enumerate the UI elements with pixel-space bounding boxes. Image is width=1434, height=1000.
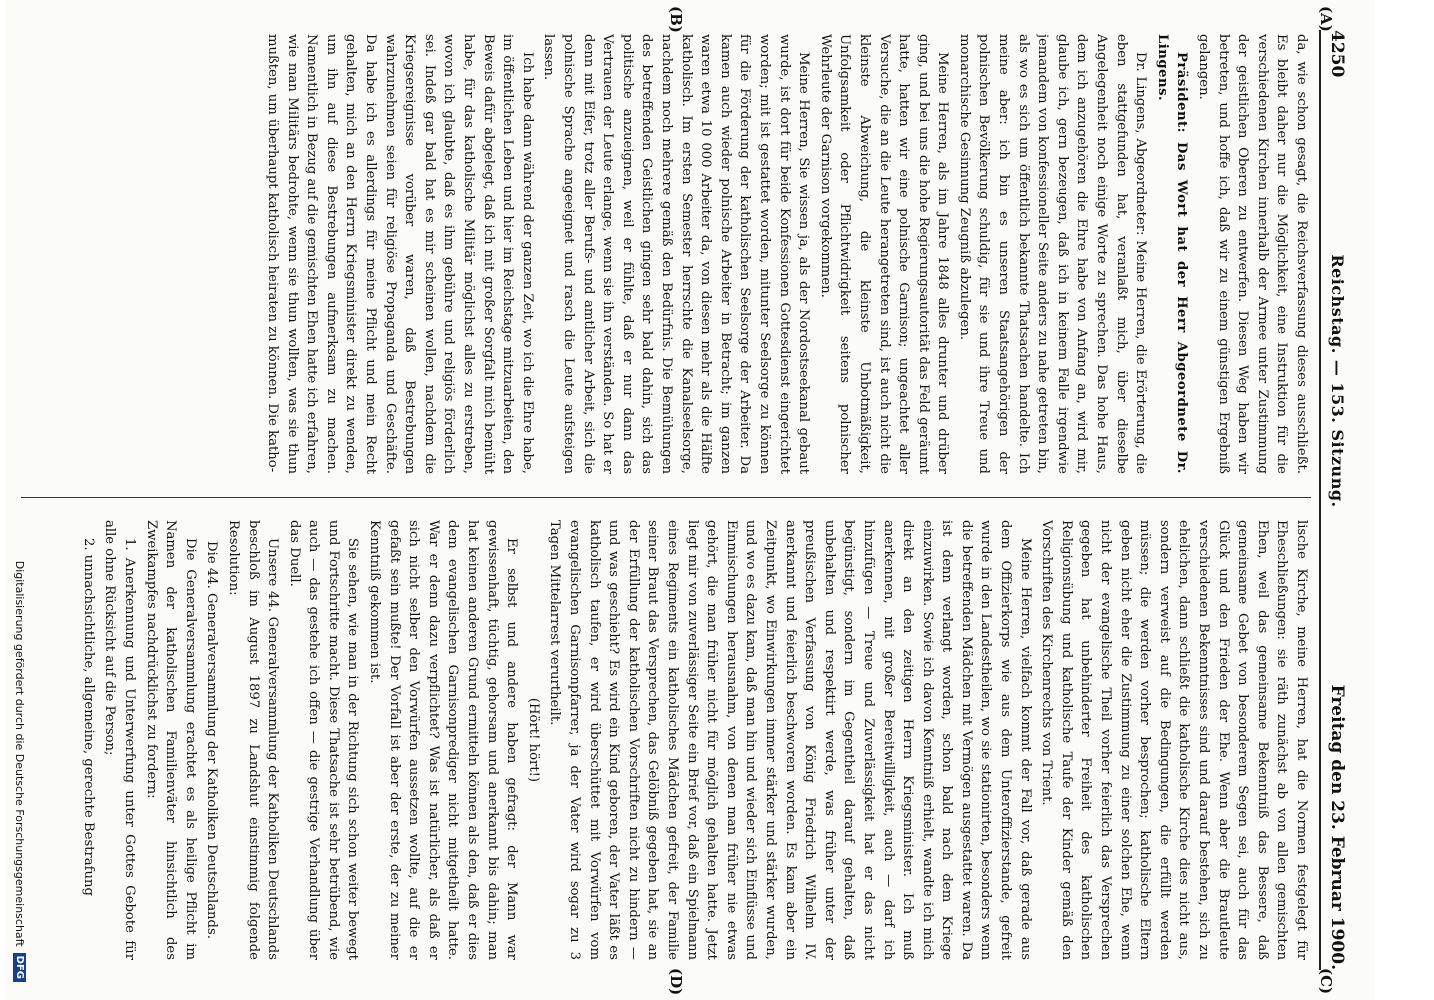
- paragraph: Er selbst und andere haben gefragt: der Mann war gewissenhaft, tüchtig, gehorsam und anerkannt bis dahin; man hat keinen anderen Grund ermitteln können als den, daß er dies dem evangelischen Garnisonprediger nicht mitgetheilt hatte. War er denn dazu verpflichtet? Was ist natürlicher, als daß er sich nicht selber den Vorwürfen aussetzen wollte, auf die er gefaßt sein mußte! Der Vorfall ist aber der erste, der zu meiner Kenntniß gekommen ist.: [367, 520, 520, 960]
- speaker-paragraph: Präsident: Das Wort hat der Herr Abgeordnete Dr. Lingens.: [1154, 34, 1190, 474]
- right-text-column: [21, 520, 1311, 960]
- column-divider: [21, 497, 1311, 498]
- dfg-logo: DFG: [14, 953, 27, 982]
- paragraph: Meine Herren, als im Jahre 1848 alles drunter und drüber ging, und bei uns die hohe Regierungsautorität das Feld geräumt hatte, hatten wir eine polnische Garnison; ungeachtet aller Versuche, die an die Leute herangetreten sind, ist auch nicht die kleinste Abweichung, die kleinste Unbotmäßigkeit, Unfolgsamkeit oder Pflichtwidrigkeit seitens polnischer Wehrleute der Garnison vorgekommen.: [817, 34, 951, 474]
- page-header: [1319, 30, 1347, 970]
- paragraph: Meine Herren, Sie wissen ja, als der Nordostseekanal gebaut wurde, ist dort für beide Konfessionen Gottesdienst eingerichtet worden; mit ist gestattet worden, mitunter Seelsorge zu können für die Förderung der katholischen Seelsorge der Arbeiter. Da kamen auch wieder polnische Arbeiter in Betracht; im ganzen waren etwa 10 000 Arbeiter da, von diesen mehr als die Hälfte katholisch. Im ersten Semester herrschte die Kanalseelsorge, nachdem noch mehrere gemäß den Bedürfnis. Die Bemühungen des betreffenden Geistlichen gingen sehr bald dahin, sich das politische anzueignen, weil er fühlte, daß er nur dann das Vertrauen der Leute erlange, wenn sie ihn verständen. So hat er denn mit Eifer, trotz aller Berufs- und amtlicher Arbeit, sich die polnische Sprache angeeignet und rasch die Leute aufsteigen lassen.: [541, 34, 812, 474]
- interjection: (Hört! hört!): [525, 697, 541, 783]
- paragraph: Dr. Lingens, Abgeordneter: Meine Herren, die Erörterung, die eben stattgefunden hat, veranlaßt mich, über dieselbe Angelegenheit noch einige Worte zu sprechen. Das hohe Haus, dem ich anzugehören die Ehre habe von Anfang an, wird mir, glaube ich, gern bezeugen, daß ich in keinem Falle irgendwie jemandem von konfessioneller Seite anders zu nahe getreten bin, als wo es sich um öffentlich bekannte Thatsachen handelte. Ich meine aber: ich bin es unseren Staatsangehörigen der polnischen Bevölkerung schuldig, für sie und ihre Treue und monarchische Gesinnung Zeugniß abzulegen.: [956, 34, 1149, 474]
- paragraph: Sie sehen, wie man in der Richtung sich schon weiter bewegt und Fortschritte macht. Diese Thatsache ist sehr betrübend, wie auch — das gestehe ich offen — die gestrige Verhandlung über das Duell.: [286, 520, 361, 960]
- digitization-credit: [5, 0, 35, 1000]
- list-item: 1. Anerkennung und Unterwerfung unter Gottes Gebote für alle ohne Rücksicht auf die Person;: [102, 520, 137, 960]
- page-number: 4250: [1327, 30, 1347, 78]
- paragraph: Ich habe dann während der ganzen Zeit, wo ich die Ehre habe, im öffentlichen Leben und hier im Reichstage mitzuarbeiten, den Beweis dafür abgelegt, daß ich mit großer Sorgfalt mich bemüht habe, für das katholische Militär möglichst alles zu erstreben, wovon ich glaubte, daß es ihm gebühre und religiös förderlich sei. Indeß gar bald hat es mir scheinen wollen, nachdem die Kriegsereignisse vorüber waren, daß Bestrebungen wahrzunehmen seien für religiöse Propaganda und Geschäfte. Da habe ich es allerdings für meine Pflicht und mein Recht gehalten, mich an den Herrn Kriegsminister direkt zu wenden, um ihn auf diese Bestrebungen aufmerksam zu machen. Namentlich in Bezug auf die gemischten Ehen hatte ich erfahren, wie man Militärs bedrohte, wenn sie thun wollten, was sie thun mußten, um überhaupt katholisch heiraten zu können. Die katho-: [265, 34, 535, 474]
- margin-marker-a: (A): [1317, 6, 1335, 32]
- resolution-heading: Die 44. Generalversammlung der Katholiken Deutschlands.: [204, 541, 220, 939]
- rotated-document-page: [5, 0, 1375, 1000]
- credit-text: Digitalisierung gefördert durch die Deutsche Forschungsgemeinschaft: [13, 560, 27, 947]
- paragraph: Meine Herren, vielfach kommt der Fall vor, daß gerade aus dem Offizierkorps wie aus dem Unteroffizierstande, gefreit wurde in den Landestheilen, wo sie stationirten, besonders wenn die betreffenden Mädchen mit Vermögen ausgestattet waren. Da ist denn verlangt worden, schon bald nach dem Kriege einzuwirken. Sowie ich davon Kenntniß erhielt, wandte ich mich direkt an den zeitigen Herrn Kriegsminister. Ich muß anerkennen, mit großer Bereitwilligkeit, auch — darf ich hinzufügen — Treue und Zuverlässigkeit hat er das nicht begünstigt, sondern im Gegentheil darauf gehalten, daß unbehalten und respektirt werde, was früher unter der preußischen Verfassung von König Friedrich Wilhelm IV. anerkannt und feierlich beschworen worden. Es kam aber ein Zeitpunkt, wo Einwirkungen immer stärker und stärker wurden, und wo es dazu kam, daß man hin und wieder sich Einflüsse und Einmischungen herausnahm, von denen man früher nie etwas gehört, die man früher nicht für möglich gehalten hatte. Jetzt liegt mir von zuverlässiger Seite ein Brief vor, daß ein Spielmann eines Regiments ein katholisches Mädchen gefreit, der Familie seiner Braut das Versprechen, das Gelöbniß gegeben hat, sie an der Erfüllung der katholischen Vorschriften nicht zu hindern — und was geschieht? Es wird ein Kind geboren, der Vater läßt es katholisch taufen, er wird überschüttet mit Vorwürfen vom evangelischen Garnisonpfarrer, ja der Vater wird sogar zu 3 Tagen Mittelarrest verurtheilt.: [547, 520, 1033, 960]
- session-date: Freitag den 23. Februar 1900.: [1327, 684, 1347, 970]
- margin-marker-b: (B): [667, 6, 685, 33]
- paragraph: lische Kirche, meine Herren, hat die Normen festgelegt für Eheschließungen: sie räth zunächst ab von allen gemischten Ehen, weil das gemeinsame Bekenntniß das Bessere, daß gemeinsame Gebet von besonderem Segen sei, auch für das Glück und den Frieden der Ehe. Wenn aber die Brautleute verschiedenen Bekenntnisses sind und darauf bestehen, sich zu ehelichen, dann schließt die katholische Kirche dies nicht aus, sondern verweist auf die Bedingungen, die erfüllt werden müssen; die werden vorher besprochen; katholische Eltern geben nicht eher die Zustimmung zu einer solchen Ehe, wenn nicht der evangelische Theil vorher feierlich das Versprechen gegeben hat unbehinderter Freiheit des katholischen Religionsübung und katholische Taufe der Kinder gemäß den Vorschriften des Kirchenrechts von Trient.: [1039, 520, 1309, 960]
- left-text-column: [21, 34, 1311, 474]
- list-item: 2. unnachsichtliche, allgemeine, gerechte Bestrafung: [80, 538, 96, 896]
- paragraph: da, wie schon gesagt, die Reichsverfassung dieses ausschließt. Es bleibt daher nur die Möglichkeit, eine Instruktion für die verschiedenen Kirchen innerhalb der Armee unter Zustimmung der geistlichen Oberen zu entwerfen. Diesen Weg haben wir betreten, und hoffe ich, daß wir zu einem günstigen Ergebniß gelangen.: [1196, 34, 1309, 474]
- paragraph: Die Generalversammlung erachtet es als heilige Pflicht im Namen der katholischen Familienväter hinsichtlich des Zweikampfes nachdrücklichst zu fordern:: [143, 520, 198, 960]
- margin-marker-d: (D): [667, 968, 685, 996]
- paragraph: Unsere 44. Generalversammlung der Katholiken Deutschlands beschloß im August 1897 zu Landshut einstimmig folgende Resolution:: [225, 520, 281, 960]
- session-title: Reichstag. — 153. Sitzung.: [1328, 254, 1347, 508]
- margin-marker-c: (C): [1317, 968, 1335, 995]
